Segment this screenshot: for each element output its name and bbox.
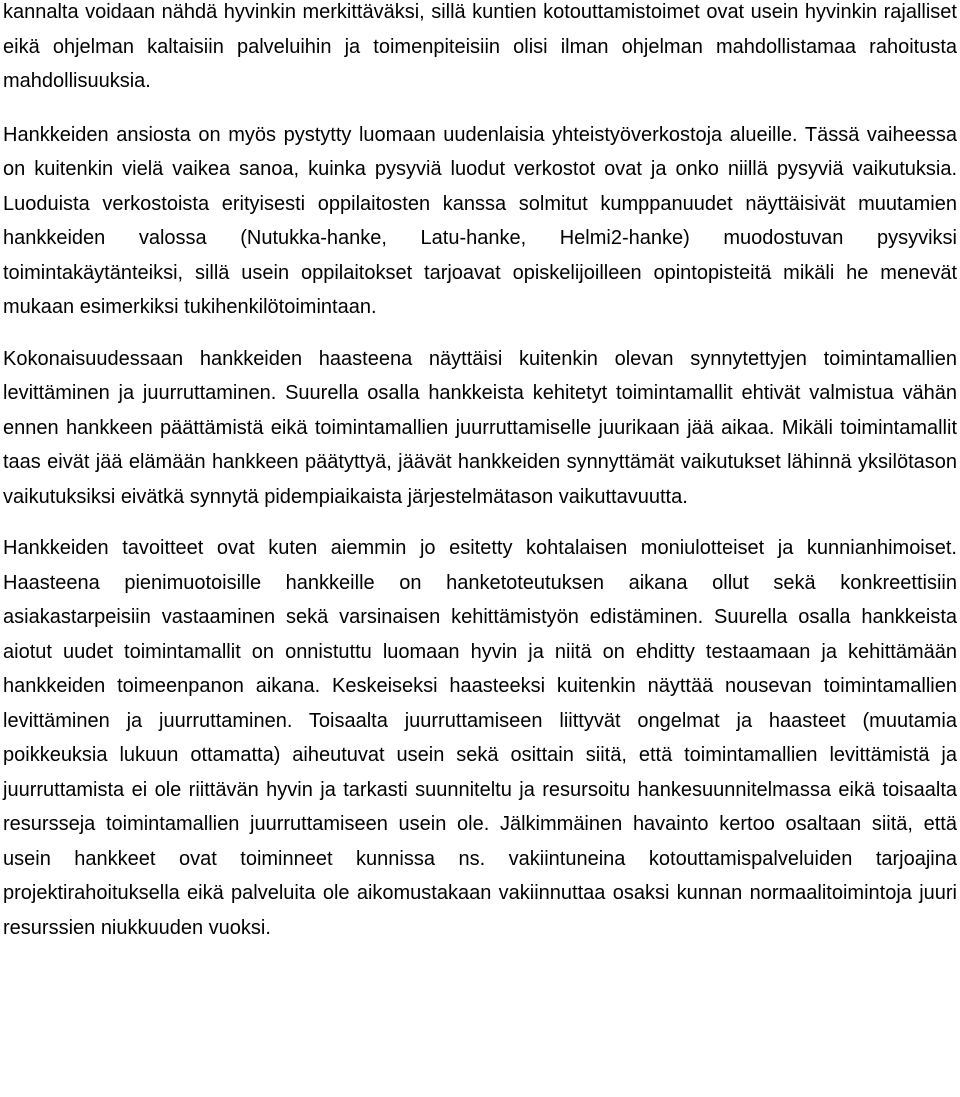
paragraph-3: Kokonaisuudessaan hankkeiden haasteena näyttäisi kuitenkin olevan synnytettyjen toimintamallien levittäminen ja juurruttaminen. Suurella osalla hankkeista kehitetyt toimintamallit ehtivät valmistua vähän ennen hankkeen päättämistä eikä toimintamallien juurruttamiselle juurikaan jää aikaa. Mikäli toimintamallit taas eivät jää elämään hankkeen päätyttyä, jäävät hankkeiden synnyttämät vaikutukset lähinnä yksilötason vaikutuksiksi eivätkä synnytä pidempiaikaista järjestelmätason vaikuttavuutta.: [3, 347, 957, 508]
paragraph-1: kannalta voidaan nähdä hyvinkin merkittäväksi, sillä kuntien kotouttamistoimet ovat usein hyvinkin rajalliset eikä ohjelman kaltaisiin palveluihin ja toimenpiteisiin olisi ilman ohjelman mahdollistamaa rahoitusta mahdollisuuksia.: [3, 1, 957, 92]
paragraph-2: Hankkeiden ansiosta on myös pystytty luomaan uudenlaisia yhteistyöverkostoja alueille. Tässä vaiheessa on kuitenkin vielä vaikea sanoa, kuinka pysyviä luodut verkostot ovat ja onko niillä pysyviä vaikutuksia. Luoduista verkostoista erityisesti oppilaitosten kanssa solmitut kumppanuudet näyttäisivät muutamien hankkeiden valossa (Nutukka-hanke, Latu-hanke, Helmi2-hanke) muodostuvan pysyviksi toimintakäytänteiksi, sillä usein oppilaitokset tarjoavat opiskelijoilleen opintopisteitä mikäli he menevät mukaan esimerkiksi tukihenkilötoimintaan.: [3, 123, 957, 318]
paragraph-4: Hankkeiden tavoitteet ovat kuten aiemmin jo esitetty kohtalaisen moniulotteiset ja kunnianhimoiset. Haasteena pienimuotoisille hankkeille on hanketoteutuksen aikana ollut sekä konkreettisiin asiakastarpeisiin vastaaminen sekä varsinaisen kehittämistyön edistäminen. Suurella osalla hankkeista aiotut uudet toimintamallit on onnistuttu luomaan hyvin ja niitä on ehditty testaamaan ja kehittämään hankkeiden toimeenpanon aikana. Keskeiseksi haasteeksi kuitenkin näyttää nousevan toimintamallien levittäminen ja juurruttaminen. Toisaalta juurruttamiseen liittyvät ongelmat ja haasteet (muutamia poikkeuksia lukuun ottamatta) aiheutuvat usein sekä osittain siitä, että toimintamallien levittämistä ja juurruttamista ei ole riittävän hyvin ja tarkasti suunniteltu ja resursoitu hankesuunnitelmassa eikä toisaalta resursseja toimintamallien juurruttamiseen usein ole. Jälkimmäinen havainto kertoo osaltaan siitä, että usein hankkeet ovat toiminneet kunnissa ns. vakiintuneina kotouttamispalveluiden tarjoajina projektirahoituksella eikä palveluita ole aikomustakaan vakiinnuttaa osaksi kunnan normaalitoimintoja juuri resurssien niukkuuden vuoksi.: [3, 537, 957, 939]
